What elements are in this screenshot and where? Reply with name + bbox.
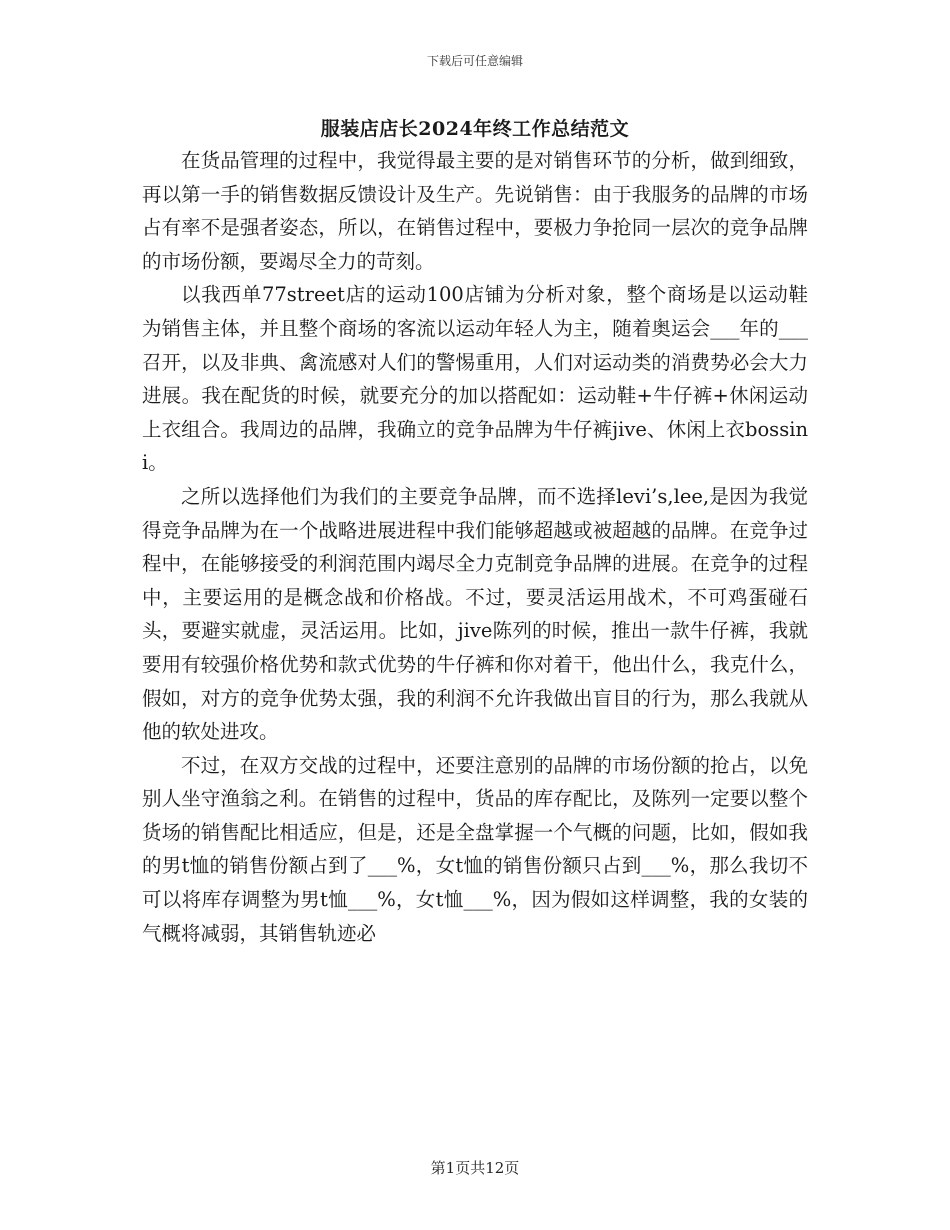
paragraph: 不过，在双方交战的过程中，还要注意别的品牌的市场份额的抢占，以免别人坐守渔翁之利。在销售的过程中，货品的库存配比，及陈列一定要以整个货场的销售配比相适应，但是，还是全盘掌握一个气概的问题，比如，假如我的男t恤的销售份额占到了___%，女t恤的销售份额只占到___%，那么我切不可以将库存调整为男t恤___%，女t恤___%，因为假如这样调整，我的女装的气概将减弱，其销售轨迹必 [142, 753, 808, 945]
page-number: 第1页共12页 [430, 1159, 520, 1177]
document-body [142, 144, 808, 950]
paragraph: 之所以选择他们为我们的主要竞争品牌，而不选择levi’s,lee,是因为我觉得竞争品牌为在一个战略进展进程中我们能够超越或被超越的品牌。在竞争过程中，在能够接受的利润范围内竭尽全力克制竞争品牌的进展。在竞争的过程中，主要运用的是概念战和价格战。不过，要灵活运用战术，不可鸡蛋碰石头，要避实就虚，灵活运用。比如，jive陈列的时候，推出一款牛仔裤，我就要用有较强价格优势和款式优势的牛仔裤和你对着干，他出什么，我克什么，假如，对方的竞争优势太强，我的利润不允许我做出盲目的行为，那么我就从他的软处进攻。 [142, 484, 808, 744]
document-title: 服装店店长2024年终工作总结范文 [320, 118, 630, 140]
page-header-note: 下载后可任意编辑 [426, 54, 523, 68]
paragraph: 以我西单77street店的运动100店铺为分析对象，整个商场是以运动鞋为销售主体，并且整个商场的客流以运动年轻人为主，随着奥运会___年的___召开，以及非典、禽流感对人们的警惕重用，人们对运动类的消费势必会大力进展。我在配货的时候，就要充分的加以搭配如：运动鞋+牛仔裤+休闲运动上衣组合。我周边的品牌，我确立的竞争品牌为牛仔裤jive、休闲上衣bossini。 [142, 283, 808, 475]
paragraph: 在货品管理的过程中，我觉得最主要的是对销售环节的分析，做到细致，再以第一手的销售数据反馈设计及生产。先说销售：由于我服务的品牌的市场占有率不是强者姿态，所以，在销售过程中，要极力争抢同一层次的竞争品牌的市场份额，要竭尽全力的苛刻。 [142, 149, 808, 273]
